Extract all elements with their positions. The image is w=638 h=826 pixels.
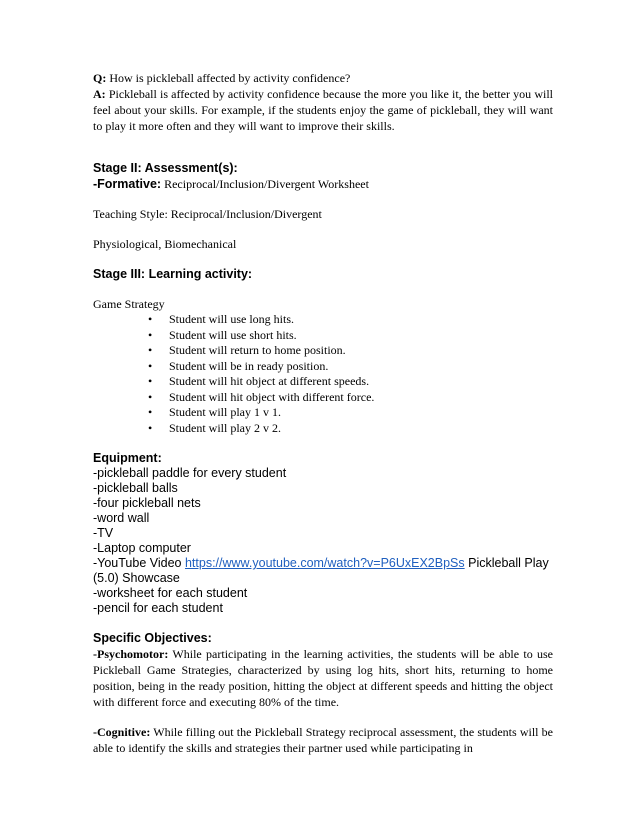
equipment-heading: Equipment:: [93, 451, 162, 465]
list-item: • Student will be in ready position.: [148, 358, 329, 373]
list-item: -worksheet for each student: [93, 586, 248, 600]
formative-line: [93, 176, 553, 192]
psychomotor-label: -Psychomotor:: [93, 647, 169, 661]
bullet-icon: •: [148, 405, 153, 419]
domains-line: Physiological, Biomechanical: [93, 237, 237, 251]
list-item: • Student will hit object at different speeds.: [148, 374, 370, 388]
list-item: • Student will play 2 v 2.: [148, 420, 281, 435]
answer-text: Pickleball is affected by activity confidence because the more you like it, the better you will feel about your skills. For example, if the students enjoy the game of pickleball, they will want to play it more often and they will want to improve their skills.: [93, 87, 553, 133]
learning-activity-list: [93, 312, 553, 436]
bullet-icon: •: [148, 312, 153, 326]
formative-text: Reciprocal/Inclusion/Divergent Worksheet: [161, 177, 369, 191]
list-item: -pickleball balls: [93, 481, 178, 495]
bullet-icon: •: [148, 374, 153, 388]
game-strategy-title: Game Strategy: [93, 297, 165, 311]
answer-paragraph: [93, 86, 553, 134]
formative-label: -Formative:: [93, 177, 162, 191]
list-item: -pickleball paddle for every student: [93, 466, 287, 480]
list-item: -TV: [93, 526, 114, 540]
bullet-icon: •: [148, 327, 153, 342]
bullet-icon: •: [148, 389, 153, 404]
psychomotor-paragraph: -Psychomotor: While participating in the learning activities, the students will be able to use Pickleball Game Strategies, characterized by using log hits, short hits, returning to home position, being in the ready position, hitting the object at different speeds and hitting the object with different force and executing 80% of the time.: [93, 647, 553, 709]
list-item: -four pickleball nets: [93, 496, 201, 510]
cognitive-paragraph: -Cognitive: While filling out the Pickleball Strategy reciprocal assessment, the students will be able to identify the skills and strategies their partner used while participating in: [93, 725, 553, 755]
list-item: • Student will use short hits.: [148, 327, 297, 342]
answer-label: A:: [93, 87, 106, 101]
stage3-heading: Stage III: Learning activity:: [93, 267, 253, 281]
stage2-heading: Stage II: Assessment(s):: [93, 161, 238, 175]
document-page: [93, 70, 553, 756]
list-item: -word wall: [93, 511, 150, 525]
question-text: How is pickleball affected by activity confidence?: [106, 71, 351, 85]
bullet-icon: •: [148, 343, 153, 357]
youtube-link[interactable]: https://www.youtube.com/watch?v=P6UxEX2BpSs: [184, 556, 465, 570]
list-item: • Student will use long hits.: [148, 312, 295, 326]
list-item: -pencil for each student: [93, 601, 223, 615]
objectives-heading: Specific Objectives:: [93, 631, 212, 645]
bullet-icon: •: [148, 358, 153, 373]
cognitive-label: -Cognitive:: [93, 725, 151, 739]
equipment-list: [93, 466, 553, 616]
list-item: -Laptop computer: [93, 541, 191, 555]
question-label: Q:: [93, 71, 107, 85]
list-item: • Student will return to home position.: [148, 343, 346, 357]
question-paragraph: [93, 70, 553, 86]
youtube-item: -YouTube Video https://www.youtube.com/watch?v=P6UxEX2BpSs Pickleball Play (5.0) Showcase: [93, 556, 549, 585]
list-item: • Student will hit object with different force.: [148, 389, 375, 404]
bullet-icon: •: [148, 420, 153, 435]
list-item: • Student will play 1 v 1.: [148, 405, 281, 419]
teaching-style: Teaching Style: Reciprocal/Inclusion/Divergent: [93, 207, 322, 221]
